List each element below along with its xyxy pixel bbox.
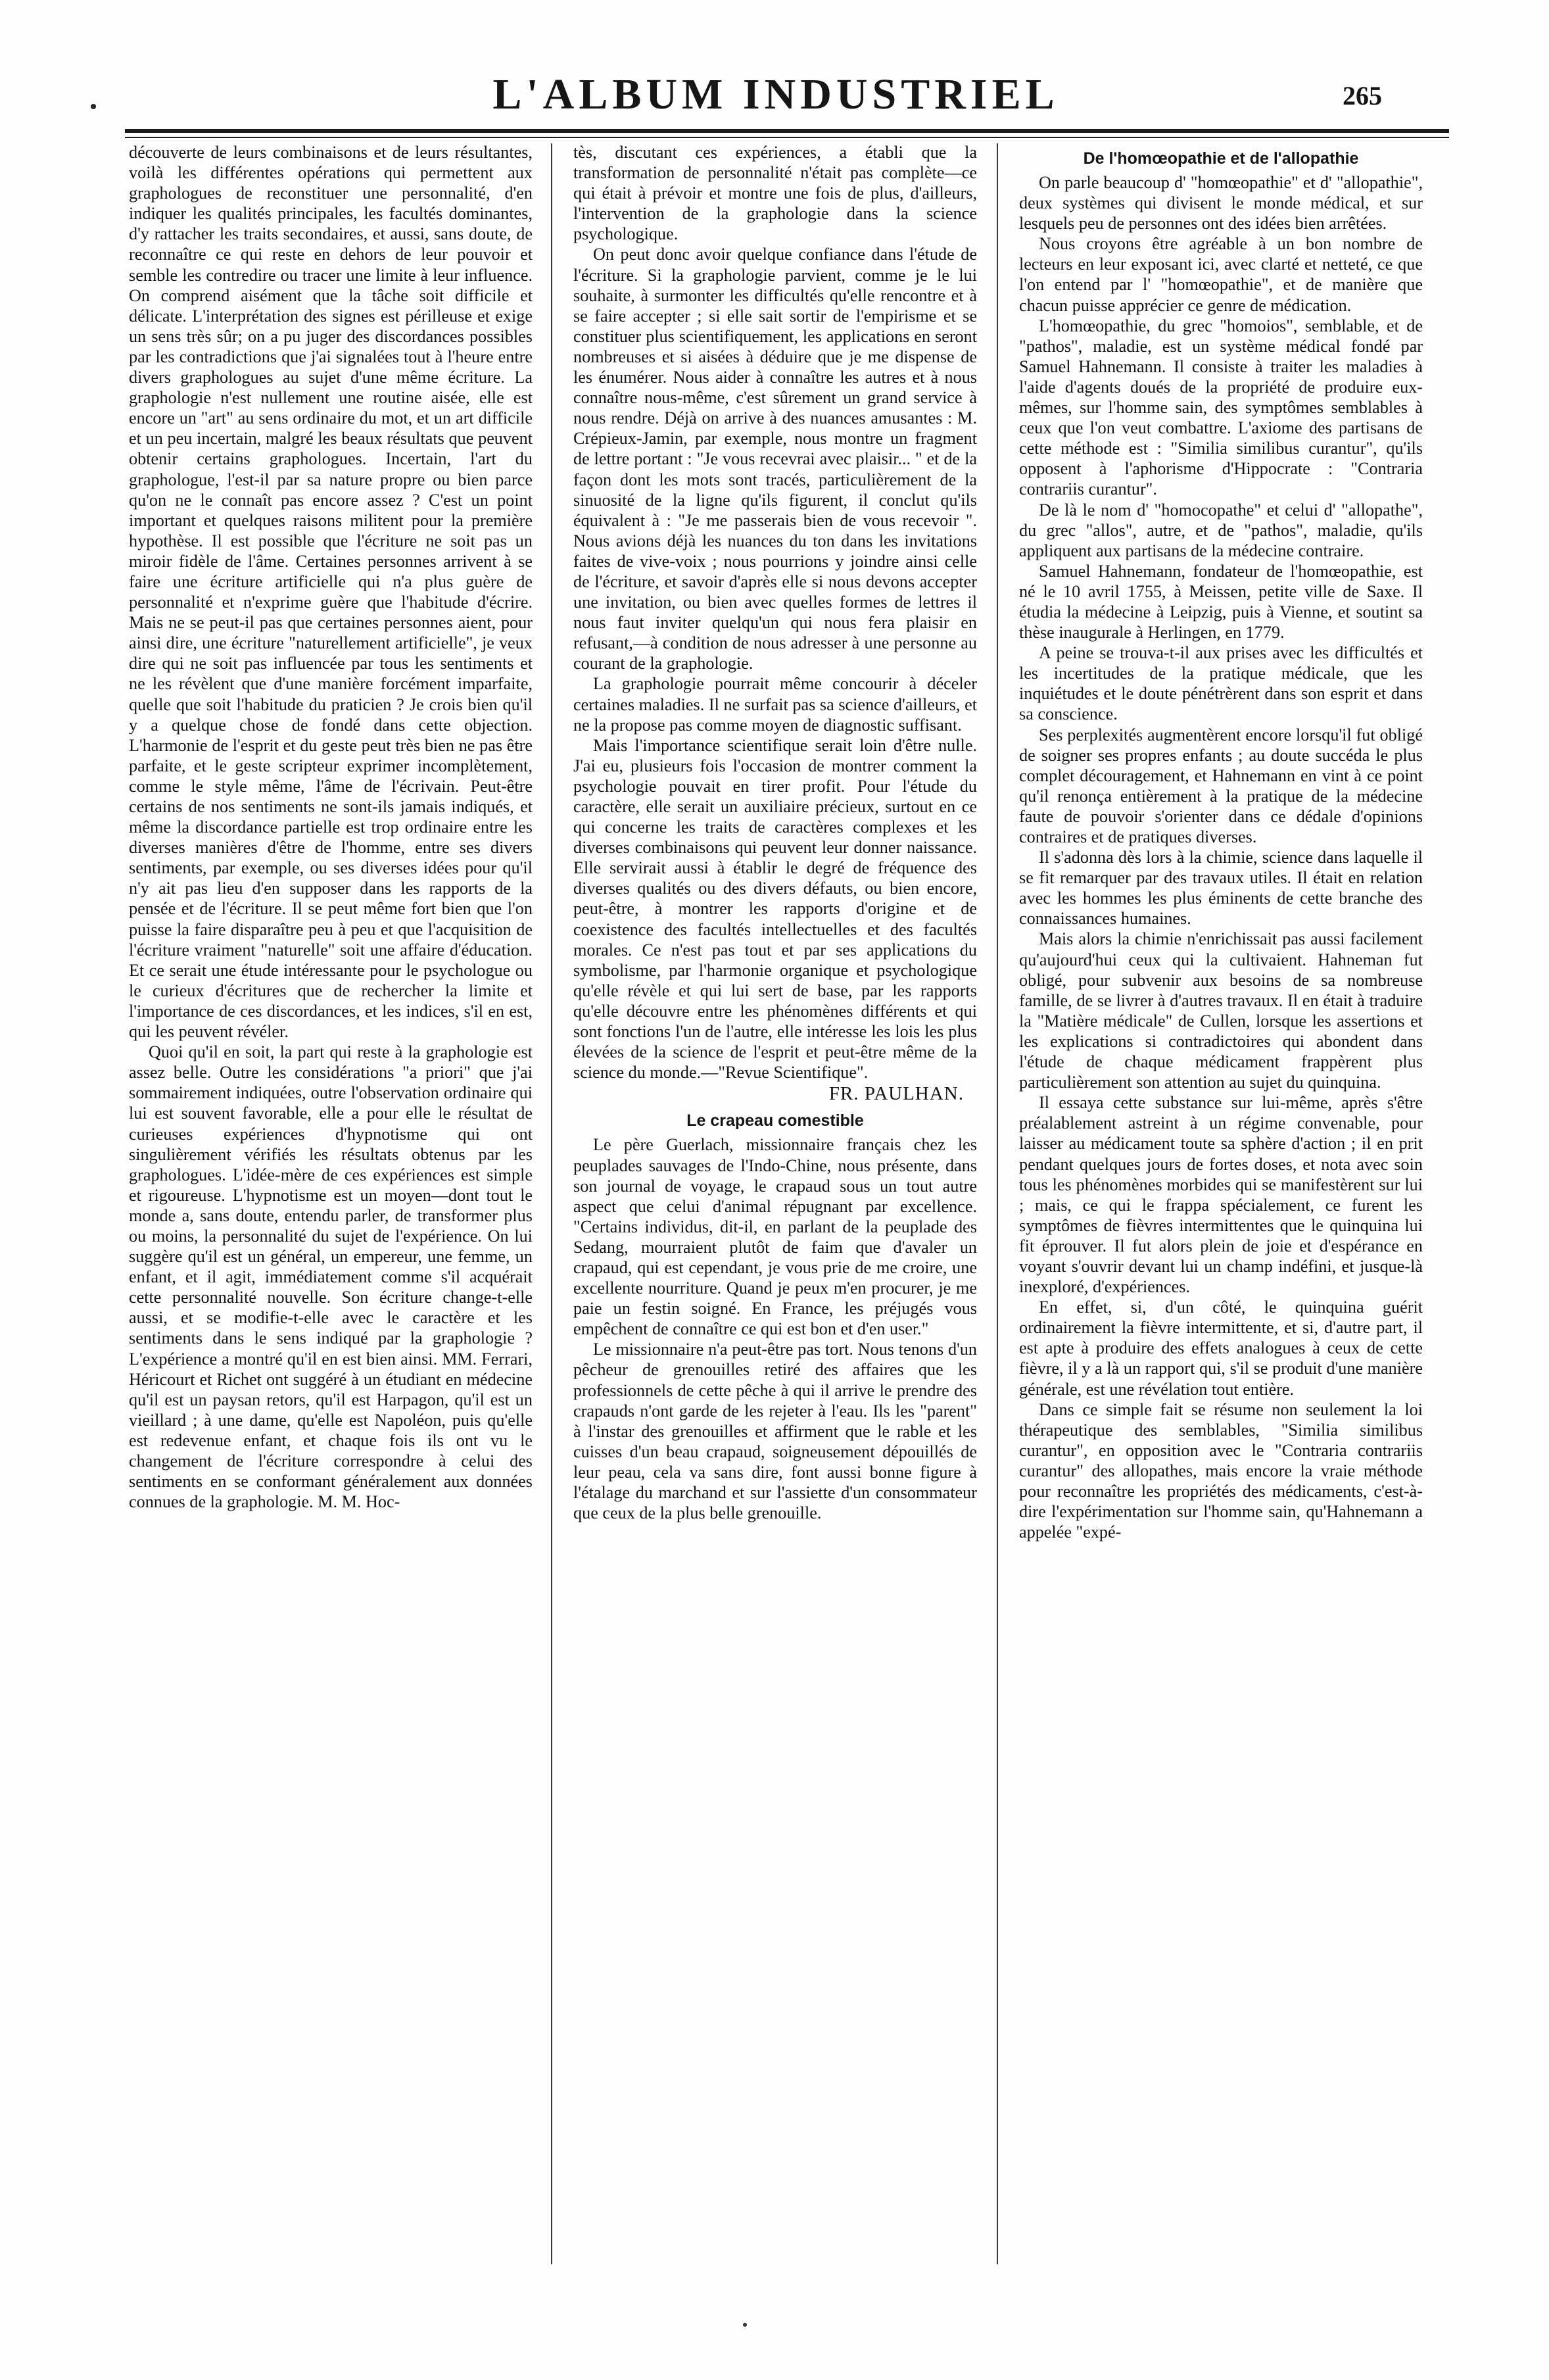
margin-dot [91,104,96,109]
article-paragraph: De là le nom d' "homocopathe" et celui d' "allopathe", du grec "allos", autre, et de "pathos", maladie, qu'ils appliquent aux partisans de la médecine contraire. [1019,500,1423,560]
article-paragraph: On peut donc avoir quelque confiance dans l'étude de l'écriture. Si la graphologie parvient, comme je le lui souhaite, à surmonter les difficultés qu'elle rencontre et à se faire accepter ; si elle sait sortir de l'empirisme et se constituer plus scientifiquement, les applications en seront nombreuses et si aisées à déduire que je me dispense de les énumérer. Nous aider à connaître les autres et à nous connaître nous-même, c'est sûrement un grand service à nous rendre. Déjà on arrive à des nuances amusantes : M. Crépieux-Jamin, par exemple, nous montre un fragment de lettre portant : "Je vous recevrai avec plaisir... " et de la façon dont les mots sont tracés, particulièrement de la sinuosité de la ligne qu'ils figurent, il conclut qu'ils équivalent à : "Je me passerais bien de vous recevoir ". Nous avions déjà les nuances du ton dans les invitations faites de vive-voix ; nous pourrions y joindre ainsi celle de l'écriture, et savoir d'après elle si nous devons accepter une invitation, ou bien avec quelles formes de lettres il nous faut inviter quelqu'un qui nous fera plaisir en refusant,—à condition de nous adresser à une personne au courant de la graphologie. [573,245,977,673]
article-paragraph: Le père Guerlach, missionnaire français chez les peuplades sauvages de l'Indo-Chine, nous présente, dans son journal de voyage, le crapaud sous un tout autre aspect que celui d'animal répugnant par excellence. "Certains individus, dit-il, en parlant de la peuplade des Sedang, mourraient plutôt de faim que d'avaler un crapaud, qui est cependant, je vous prie de me croire, une excellente nourriture. Quand je peux m'en procurer, je me paie un festin soigné. En France, les préjugés vous empêchent de connaître ce qui est bon et d'en user." [573,1135,977,1339]
article-paragraph: Ses perplexités augmentèrent encore lorsqu'il fut obligé de soigner ses propres enfants ; au doute succéda le plus complet découragement, et Hahnemann en vint à ce point qu'il renonça entièrement à la pratique de la médecine faute de pouvoir s'orienter dans ce dédale d'opinions contraires et de pratiques diverses. [1019,725,1423,846]
article-paragraph: Le missionnaire n'a peut-être pas tort. Nous tenons d'un pêcheur de grenouilles retiré des affaires que les professionnels de cette pêche à qui il arrive le prendre des crapauds n'ont garde de les rejeter à l'eau. Ils les "parent" à l'instar des grenouilles et affirment que le rable et les cuisses d'un beau crapaud, soigneusement dépouillés de leur peau, cela va sans dire, font aussi bonne figure à l'étalage du marchand et sur l'assiette d'un consommateur que ceux de la plus belle grenouille. [573,1340,977,1523]
article-paragraph: A peine se trouva-t-il aux prises avec les difficultés et les incertitudes de la pratique médicale, que les inquiétudes et le doute pénétrèrent dans son esprit et dans sa conscience. [1019,643,1423,724]
article-paragraph: Samuel Hahnemann, fondateur de l'homœopathie, est né le 10 avril 1755, à Meissen, petite ville de Saxe. Il étudia la médecine à Leipzig, puis à Vienne, et soutint sa thèse inaugurale à Herlingen, en 1779. [1019,561,1423,643]
running-title: L'ALBUM INDUSTRIEL [492,70,1059,118]
article-paragraph: Nous croyons être agréable à un bon nombre de lecteurs en leur exposant ici, avec clarté et netteté, ce que l'on entend par l' "homœopathie", et de manière que chacun puisse apprécier ce genre de médication. [1019,234,1423,315]
article-paragraph: Dans ce simple fait se résume non seulement la loi thérapeutique des semblables, "Similia similibus curantur", en opposition avec le "Contraria contrariis curantur" des allopathes, mais encore la vraie méthode pour reconnaître les propriétés des médicaments, c'est-à-dire l'expérimentation sur l'homme sain, qu'Hahnemann a appelée "expé- [1019,1399,1423,1542]
article-signature: FR. PAULHAN. [828,1083,964,1105]
column-right [1019,142,1423,2273]
article-paragraph: Quoi qu'il en soit, la part qui reste à la graphologie est assez belle. Outre les considérations "a priori" que j'ai sommairement indiquées, outre l'observation ordinaire qui lui est souvent favorable, elle a pour elle le résultat de curieuses expériences d'hypnotisme qui ont singulièrement vérifiés les résultats obtenus par les graphologues. L'idée-mère de ces expériences est simple et rigoureuse. L'hypnotisme est un moyen—dont tout le monde a, sans doute, entendu parler, de transformer plus ou moins, la personnalité du sujet de l'expérience. On lui suggère qu'il est un général, un empereur, une femme, un enfant, et il agit, immédiatement comme s'il acquérait cette personnalité nouvelle. Son écriture change-t-elle aussi, et se modifie-t-elle avec le caractère et les sentiments dans le sens indiqué par la graphologie ? L'expérience a montré qu'il en est bien ainsi. MM. Ferrari, Héricourt et Richet ont suggéré à un étudiant en médecine qu'il est un paysan retors, qu'il est Harpagon, qu'il est un vieillard ; à une dame, qu'elle est Napoléon, puis qu'elle est redevenue enfant, et chaque fois ils ont vu le changement de l'écriture correspondre à celui des sentiments en se conformant généralement aux données connues de la graphologie. M. M. Hoc- [129,1042,533,1512]
article-paragraph: On parle beaucoup d' "homœopathie" et d' "allopathie", deux systèmes qui divisent le monde médical, et sur lesquels peu de personnes ont des idées bien arrêtées. [1019,173,1423,233]
article-paragraph: Il s'adonna dès lors à la chimie, science dans laquelle il se fit remarquer par des travaux utiles. Il était en relation avec les hommes les plus éminents de cette branche des connaissances humaines. [1019,848,1423,929]
column-left [129,142,533,2273]
column-middle [573,142,977,2273]
header-rule-thick [125,129,1449,133]
article-paragraph: découverte de leurs combinaisons et de leurs résultantes, voilà les différentes opérations qui permettent aux graphologues de reconstituer une personnalité, d'en indiquer les qualités principales, les facultés dominantes, d'y rattacher les traits secondaires, et aussi, sans doute, de reconnaître ce qui reste en dehors de leur pouvoir et semble les contredire ou tracer une limite à leur influence. On comprend aisément que la tâche soit difficile et délicate. L'interprétation des signes est périlleuse et exige un sens très sûr; on a pu juger des discordances possibles par les contradictions que j'ai signalées tout à l'heure entre divers graphologues au sujet d'une même écriture. La graphologie n'est nullement une routine aisée, elle est encore un "art" au sens ordinaire du mot, et un art difficile et un peu incertain, malgré les beaux résultats que peuvent obtenir certains graphologues. Incertain, l'art du graphologue, l'est-il par sa nature propre ou bien parce qu'on ne le connaît pas encore assez ? C'est un point important et quelques raisons militent pour la première hypothèse. Il est possible que l'écriture ne soit pas un miroir fidèle de l'âme. Certaines personnes arrivent à se faire une écriture artificielle qui n'a plus guère de personnalité et n'exprime guère que l'habitude d'écrire. Mais ne se peut-il pas que certaines personnes aient, pour ainsi dire, une écriture "naturellement artificielle", je veux dire qui ne soit pas influencée par tous les sentiments et ne les révèlent que d'une manière forcément imparfaite, quelle que soit l'habitude du praticien ? Je crois bien qu'il y a quelque chose de fondé dans cette objection. L'harmonie de l'esprit et du geste peut très bien ne pas être parfaite, et le geste scripteur exprimer incomplètement, comme le style même, l'âme de l'écrivain. Peut-être certains de nos sentiments ne sont-ils jamais indiqués, et même la discordance partielle est trop ordinaire entre les diverses manières d'être de l'homme, entre ses divers sentiments, par exemple, ou ses diverses idées pour qu'il n'y ait pas lieu d'en supposer dans les rapports de la pensée et de l'écriture. Il se peut même fort bien que l'on puisse la faire disparaître peu à peu et que l'acquisition de l'écriture vraiment "naturelle" soit une affaire d'éducation. Et ce serait une étude intéressante pour le psychologue ou le curieux d'écritures que de rechercher la limite et l'importance de ces discordances, et les indices, s'il en est, qui les peuvent révéler. [129,143,533,1042]
column-separator [997,143,998,2264]
article-paragraph: tès, discutant ces expériences, a établi que la transformation de personnalité n'était pas complète—ce qui était à prévoir et montre une fois de plus, d'ailleurs, l'intervention de la graphologie dans la science psychologique. [573,143,977,244]
header-rule-thin [125,137,1449,138]
article-paragraph: Mais l'importance scientifique serait loin d'être nulle. J'ai eu, plusieurs fois l'occasion de montrer comment la psychologie pouvait en tirer profit. Pour l'étude du caractère, elle serait un auxiliaire précieux, surtout en ce qui concerne les traits de caractères complexes et les diverses combinaisons qui peuvent leur donner naissance. Elle servirait aussi à établir le degré de fréquence des diverses qualités ou des divers défauts, ou bien encore, peut-être, à montrer les rapports d'origine et de coexistence des facultés intellectuelles et des facultés morales. Ce n'est pas tout et par ses applications du symbolisme, par l'harmonie organique et psychologique qu'elle révèle et qui lui sert de base, par les rapports qu'elle découvre entre les phénomènes différents et qui sont fonctions l'un de l'autre, elle intéresse les lois les plus élevées de la science de l'esprit et peut-être même de la science du monde.—"Revue Scientifique". [573,735,977,1082]
article-paragraph: La graphologie pourrait même concourir à déceler certaines maladies. Il ne surfait pas sa science d'ailleurs, et ne la propose pas comme moyen de diagnostic suffisant. [573,674,977,735]
article-paragraph: Mais alors la chimie n'enrichissait pas aussi facilement qu'aujourd'hui ceux qui la cultivaient. Hahneman fut obligé, pour subvenir aux besoins de sa nombreuse famille, de se livrer à d'autres travaux. Il en était à traduire la "Matière médicale" de Cullen, lorsque les assertions et les explications si contradictoires qui abondent dans l'étude de chaque médicament frappèrent plus particulièrement son attention au sujet du quinquina. [1019,929,1423,1092]
bottom-dot [743,2323,747,2327]
article-paragraph: L'homœopathie, du grec "homoios", semblable, et de "pathos", maladie, est un système médical fondé par Samuel Hahnemann. Il consiste à traiter les maladies à l'aide d'agents doués de la propriété de produire eux-mêmes, sur l'homme sain, des symptômes semblables à ceux que l'on veut combattre. L'axiome des partisans de cette méthode est : "Similia similibus curantur", qu'ils opposent à l'aphorisme d'Hippocrate : "Contraria contrariis curantur". [1019,316,1423,499]
article-paragraph: En effet, si, d'un côté, le quinquina guérit ordinairement la fièvre intermittente, et si, d'autre part, il est apte à produire des effets analogues à ceux de cette fièvre, il y a là un rapport qui, s'il se produit d'une manière générale, est une révélation tout entière. [1019,1298,1423,1399]
article-heading: De l'homœopathie et de l'allopathie [1083,149,1359,168]
column-separator [551,143,552,2264]
article-heading: Le crapeau comestible [686,1111,864,1130]
article-paragraph: Il essaya cette substance sur lui-même, après s'être préalablement astreint à un régime convenable, pour laisser au médicament toute sa sphère d'action ; il en prit pendant quelques jours de fortes doses, et nota avec soin tous les phénomènes morbides qui se manifestèrent sur lui ; mais, ce qui le frappa spécialement, ce furent les symptômes de fièvres intermittentes que le quinquina lui fit éprouver. Il fut alors plein de joie et d'espérance en voyant s'ouvrir devant lui un champ indéfini, et jusque-là inexploré, d'expériences. [1019,1093,1423,1297]
page-number: 265 [1343,81,1382,110]
